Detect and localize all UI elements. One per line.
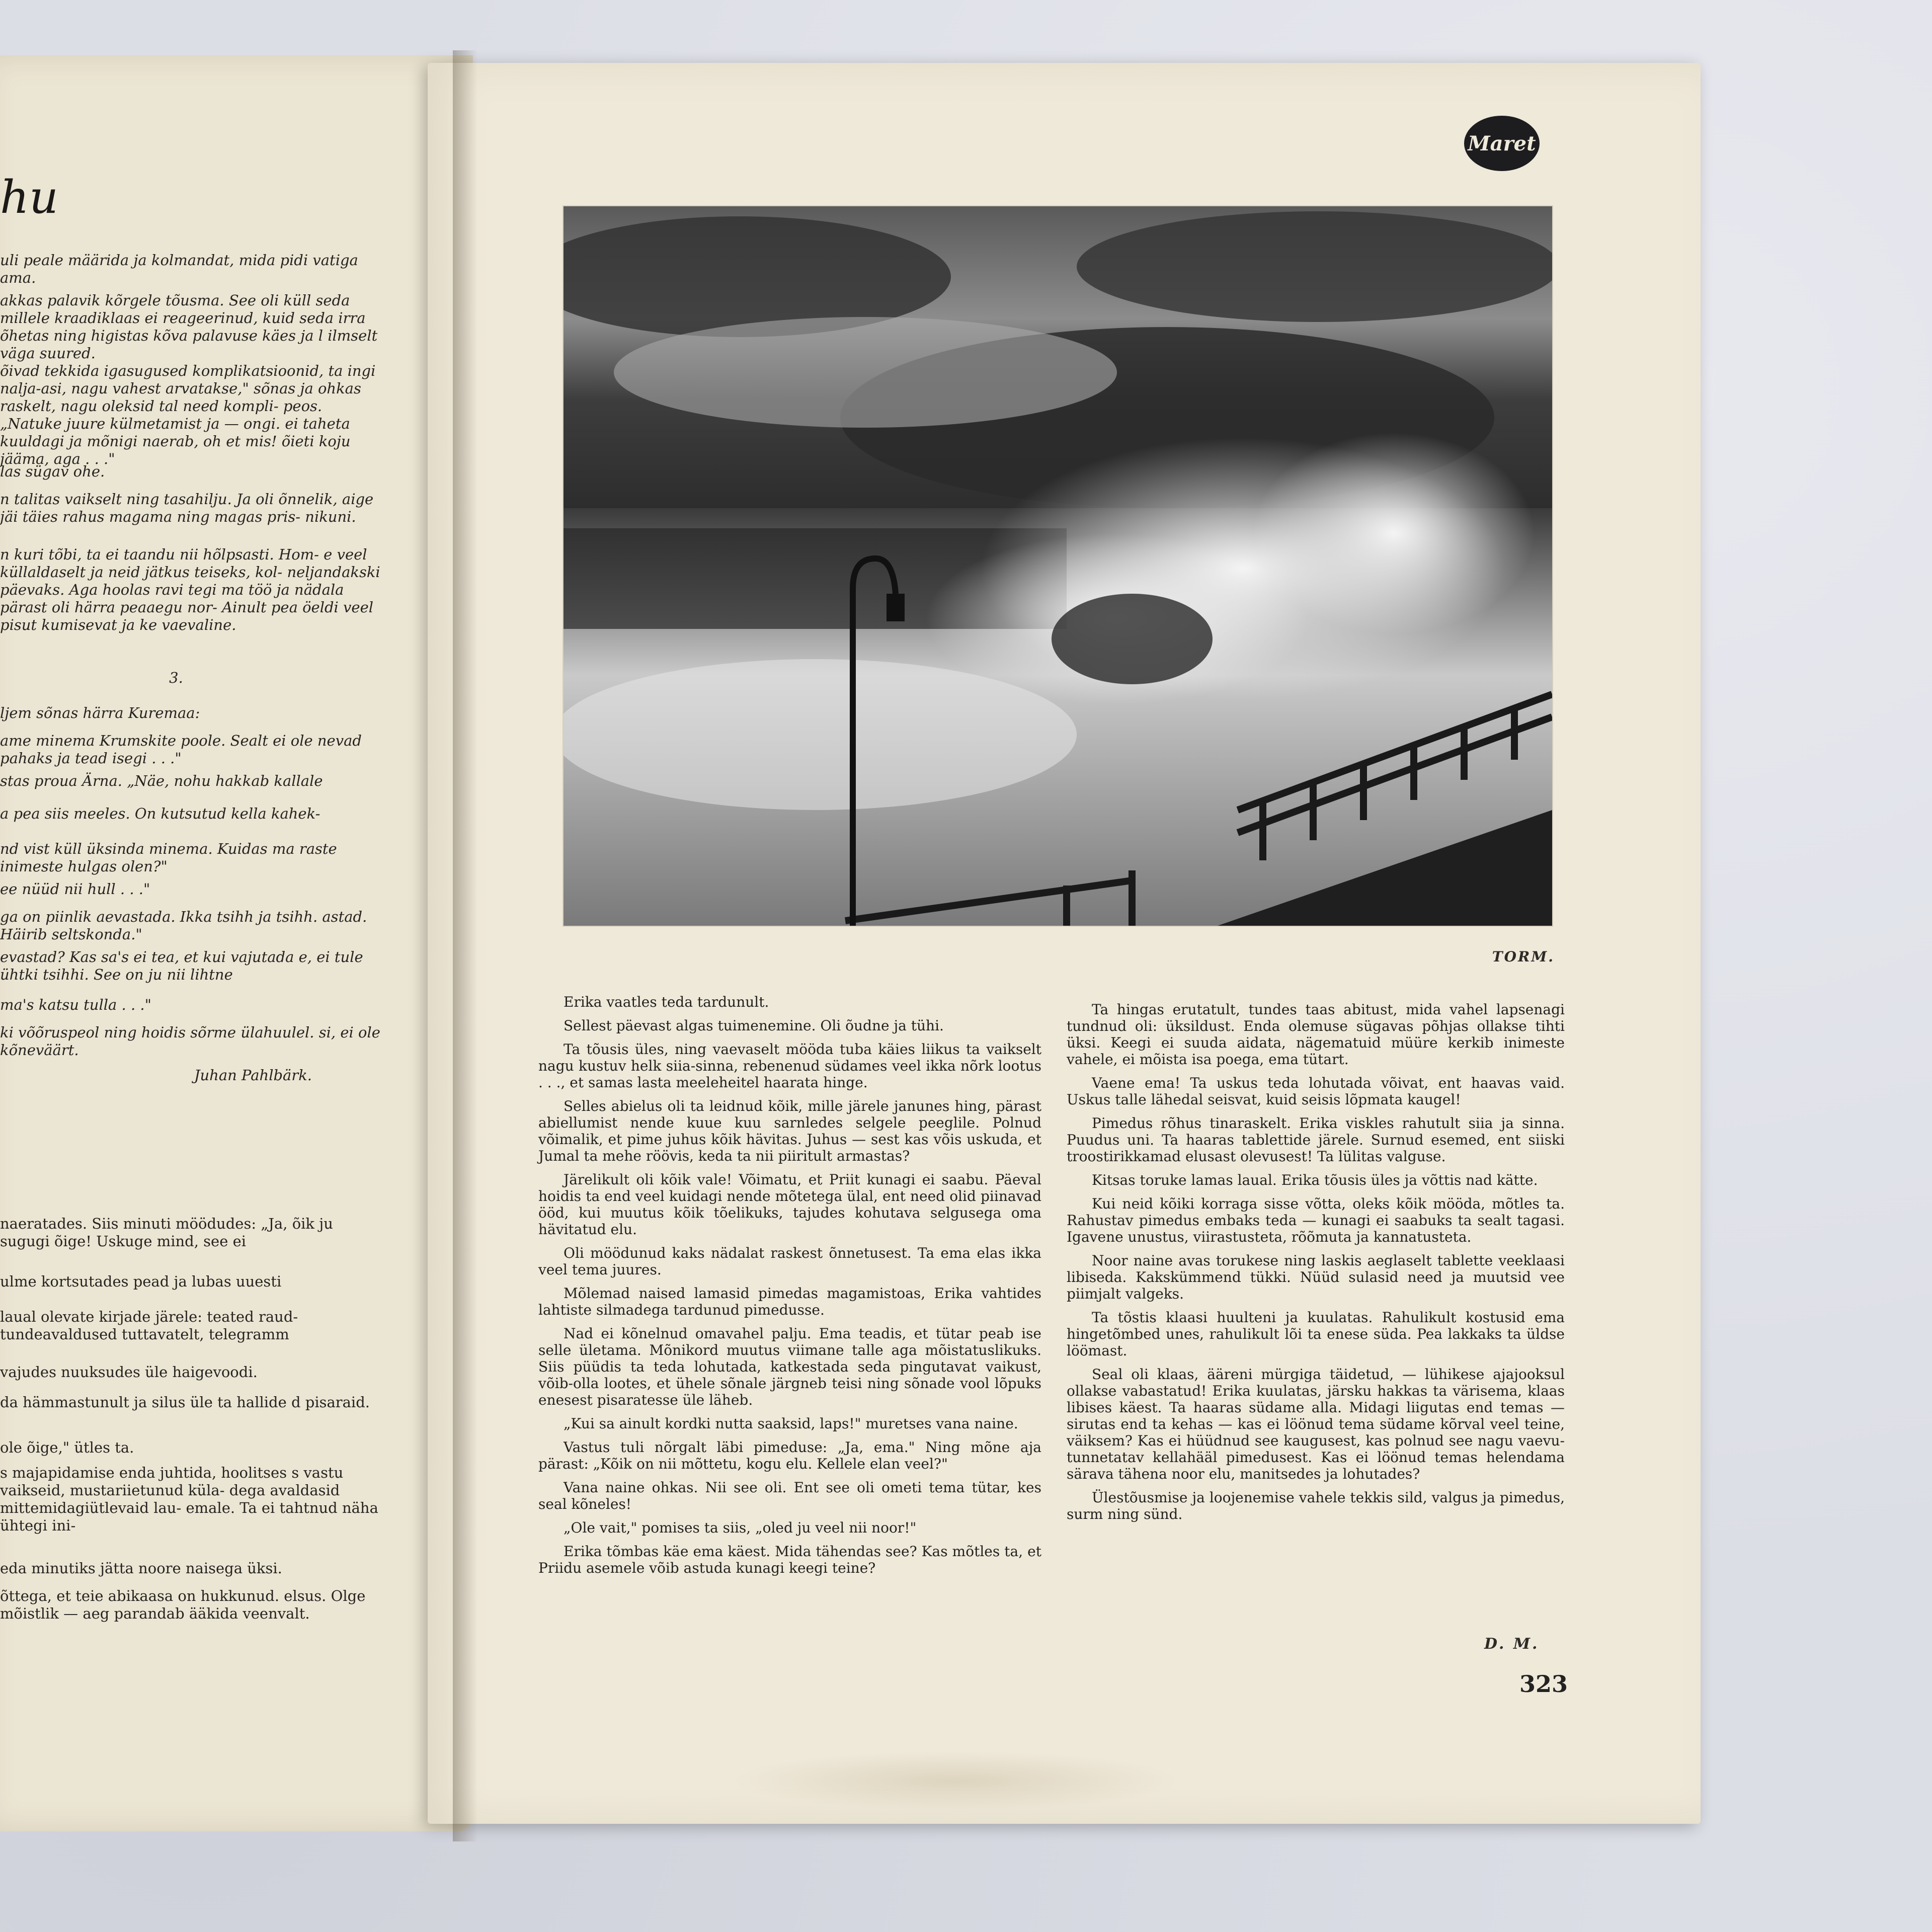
article-paragraph: Vaene ema! Ta uskus teda lohutada võivat, ent haavas vaid. Uskus talle lähedal seisvat, kuid seisis lõpmata kaugel! — [1067, 1075, 1565, 1108]
left-headline: hu — [0, 171, 58, 224]
storm-photograph — [564, 206, 1552, 926]
magazine-logo: Maret — [1464, 116, 1540, 171]
left-paragraph: ljem sõnas härra Kuremaa: — [0, 704, 200, 721]
left-paragraph: s majapidamise enda juhtida, hoolitses s vastu vaikseid, mustariietunud küla- dega avaldasid mittemidagiütlevaid lau- emale. Ta ei tahtnud näha ühtegi ini- — [0, 1464, 378, 1534]
author-initials: D. M. — [1484, 1635, 1540, 1653]
article-paragraph: Noor naine avas torukese ning laskis aeglaselt tablette veeklaasi libiseda. Kakskümmend tükki. Nüüd sulasid need ja muutsid vee piimjalt valgeks. — [1067, 1252, 1565, 1302]
article-paragraph: Ta hingas erutatult, tundes taas abitust, mida vahel lapsenagi tundnud oli: üksildust. Enda olemuse sügavas põhjas ollakse tihti üksi. Keegi ei suuda aidata, nägematuid müüre kerkib inimeste vahele, ei mõista isa poega, ema tütart. — [1067, 1001, 1565, 1068]
left-paragraph: ame minema Krumskite poole. Sealt ei ole nevad pahaks ja tead isegi . . ." — [0, 732, 362, 767]
left-paragraph: evastad? Kas sa's ei tea, et kui vajutada e, ei tule ühtki tsihhi. See on ju nii lihtne — [0, 948, 363, 983]
left-paragraph: ee nüüd nii hull . . ." — [0, 880, 150, 898]
article-paragraph: Vana naine ohkas. Nii see oli. Ent see oli ometi tema tütar, kes seal kõneles! — [538, 1479, 1041, 1512]
article-paragraph: Ta tõstis klaasi huulteni ja kuulatas. Rahulikult kostusid ema hingetõmbed unes, rahulikult lõi ta enese süda. Pea lakkaks ta üldse löömast. — [1067, 1309, 1565, 1359]
left-paragraph: akkas palavik kõrgele tõusma. See oli küll seda millele kraadiklaas ei reageerinud, kuid seda irra õhetas ning higistas kõva palavuse käes ja l ilmselt väga suured. — [0, 292, 378, 362]
left-paragraph: las sügav ohe. — [0, 463, 105, 480]
magazine-spine-shadow — [453, 50, 488, 1841]
left-paragraph: n kuri tõbi, ta ei taandu nii hõlpsasti. Hom- e veel küllaldaselt ja neid jätkus teiseks, kol- neljandakski päevaks. Aga hoolas ravi tegi ma töö ja nädala pärast oli härra peaaegu nor- Ainult pea öeldi veel pisut kumisevat ja ke vaevaline. — [0, 546, 380, 633]
left-paragraph: laual olevate kirjade järele: teated raud- tundeavaldused tuttavatelt, telegramm — [0, 1308, 298, 1343]
left-paragraph: ga on piinlik aevastada. Ikka tsihh ja tsihh. astad. Häirib seltskonda." — [0, 908, 367, 943]
left-paragraph: eda minutiks jätta noore naisega üksi. — [0, 1560, 282, 1577]
left-paragraph: stas proua Ärna. „Näe, nohu hakkab kallale — [0, 772, 323, 789]
paper-stain — [730, 1751, 1182, 1811]
page-number: 323 — [1519, 1670, 1568, 1698]
article-column-2 — [1067, 1001, 1565, 1530]
left-paragraph: vajudes nuuksudes üle haigevoodi. — [0, 1363, 258, 1381]
left-paragraph: n talitas vaikselt ning tasahilju. Ja oli õnnelik, aige jäi täies rahus magama ning magas pris- nikuni. — [0, 491, 374, 525]
article-paragraph: Ta tõusis üles, ning vaevaselt mööda tuba käies liikus ta vaikselt nagu kustuv helk siia-sinna, rebenenud südames veel ikka nõrk lootus . . ., et samas lasta meeleheitel haarata hinge. — [538, 1041, 1041, 1091]
left-paragraph: õivad tekkida igasugused komplikatsioonid, ta ingi nalja-asi, nagu vahest arvatakse," sõnas ja ohkas raskelt, nagu oleksid tal need kompli- peos. „Natuke juure külmetamist ja — ongi. ei taheta kuuldagi ja mõnigi naerab, oh et mis! õieti koju jääma, aga . . ." — [0, 362, 376, 467]
article-paragraph: Nad ei kõnelnud omavahel palju. Ema teadis, et tütar peab ise selle ületama. Mõnikord muutus viimane talle aga mõistatuslikuks. Siis püüdis ta teda lohutada, katkestada seda pingutavat vaikust, võib-olla lootes, et ühele sõnale järgneb teisi ning sõnade vool lõpuks enesest pisaratesse üle läheb. — [538, 1325, 1041, 1408]
left-paragraph: ulme kortsutades pead ja lubas uuesti — [0, 1273, 282, 1290]
photo-caption: TORM. — [1492, 948, 1555, 965]
article-column-1 — [538, 994, 1041, 1583]
article-paragraph: Selles abielus oli ta leidnud kõik, mille järele janunes hing, pärast abiellumist nende kuue kuu sarnledes selgele peeglile. Polnud võimalik, et pime juhus kõik hävitas. Juhus — sest kas võis uskuda, et Jumal ta mehe röövis, keda ta nii piiritult armastas? — [538, 1098, 1041, 1164]
article-paragraph: Seal oli klaas, ääreni mürgiga täidetud, — lühikese ajajooksul ollakse vabastatud! Erika kuulatas, järsku hakkas ta värisema, klaas libises käest. Ta haaras südame alla. Midagi liigutas end temas — sirutas end ta kehas — kas ei löönud tema südame kõrval veel teine, väiksem? Kas ei hüüdnud see kaugusest, kas polnud see nagu vaevu-tunnetatav kellahääl pimedusest. Kas ei löönud temas helendama särava tähena noor elu, manitsedes ja lohutades? — [1067, 1366, 1565, 1482]
article-paragraph: Kitsas toruke lamas laual. Erika tõusis üles ja võttis nad kätte. — [1092, 1172, 1538, 1188]
left-paragraph: a pea siis meeles. On kutsutud kella kahek- — [0, 805, 320, 822]
article-paragraph: Kui neid kõiki korraga sisse võtta, oleks kõik mööda, mõtles ta. Rahustav pimedus embaks teda — kunagi ei saabuks ta sealt tagasi. Igavene unustus, viirastusteta, rõõmuta ja kannatusteta. — [1067, 1195, 1565, 1245]
article-paragraph: Sellest päevast algas tuimenemine. Oli õudne ja tühi. — [564, 1017, 944, 1034]
article-paragraph: Pimedus rõhus tinaraskelt. Erika viskles rahutult siia ja sinna. Puudus uni. Ta haaras tablettide järele. Surnud esemed, ent siiski troostirikkamad elusast olevusest! Ta lülitas valguse. — [1067, 1115, 1565, 1165]
article-paragraph: Mõlemad naised lamasid pimedas magamistoas, Erika vahtides lahtiste silmadega tardunud pimedusse. — [538, 1285, 1041, 1318]
storm-photo-drawing — [564, 206, 1552, 926]
author-signature: Juhan Pahlbärk. — [194, 1067, 312, 1084]
left-paragraph: ma's katsu tulla . . ." — [0, 996, 151, 1013]
article-paragraph: Vastus tuli nõrgalt läbi pimeduse: „Ja, ema." Ning mõne aja pärast: „Kõik on nii mõttetu, kogu elu. Kellele elan veel?" — [538, 1439, 1041, 1472]
article-paragraph: „Ole vait," pomises ta siis, „oled ju veel nii noor!" — [564, 1519, 917, 1536]
article-paragraph: „Kui sa ainult kordki nutta saaksid, laps!" muretses vana naine. — [564, 1415, 1018, 1432]
left-paragraph: da hämmastunult ja silus üle ta hallide d pisaraid. — [0, 1394, 370, 1411]
section-number: 3. — [169, 669, 183, 686]
article-paragraph: Erika vaatles teda tardunult. — [564, 994, 769, 1010]
left-paragraph: naeratades. Siis minuti möödudes: „Ja, õik ju sugugi õige! Uskuge mind, see ei — [0, 1215, 333, 1250]
left-page — [0, 55, 473, 1831]
left-paragraph: nd vist küll üksinda minema. Kuidas ma raste inimeste hulgas olen?" — [0, 840, 337, 875]
left-paragraph: ki võõruspeol ning hoidis sõrme ülahuulel. si, ei ole kõneväärt. — [0, 1024, 380, 1059]
article-paragraph: Oli möödunud kaks nädalat raskest õnnetusest. Ta ema elas ikka veel tema juures. — [538, 1245, 1041, 1278]
article-paragraph: Ülestõusmise ja loojenemise vahele tekkis sild, valgus ja pimedus, surm ning sünd. — [1067, 1489, 1565, 1522]
left-paragraph: õttega, et teie abikaasa on hukkunud. elsus. Olge mõistlik — aeg parandab ääkida veenvalt. — [0, 1587, 366, 1622]
left-paragraph: uli peale määrida ja kolmandat, mida pidi vatiga ama. — [0, 252, 358, 286]
article-paragraph: Erika tõmbas käe ema käest. Mida tähendas see? Kas mõtles ta, et Priidu asemele võib astuda kunagi keegi teine? — [538, 1543, 1041, 1576]
article-paragraph: Järelikult oli kõik vale! Võimatu, et Priit kunagi ei saabu. Päeval hoidis ta end veel kuidagi nende mõtetega ülal, ent need olid piinavad ööd, kui muutus kõik tõelikuks, tajudes kohutava selgusega oma hävitatud elu. — [538, 1171, 1041, 1238]
left-paragraph: ole õige," ütles ta. — [0, 1439, 134, 1456]
